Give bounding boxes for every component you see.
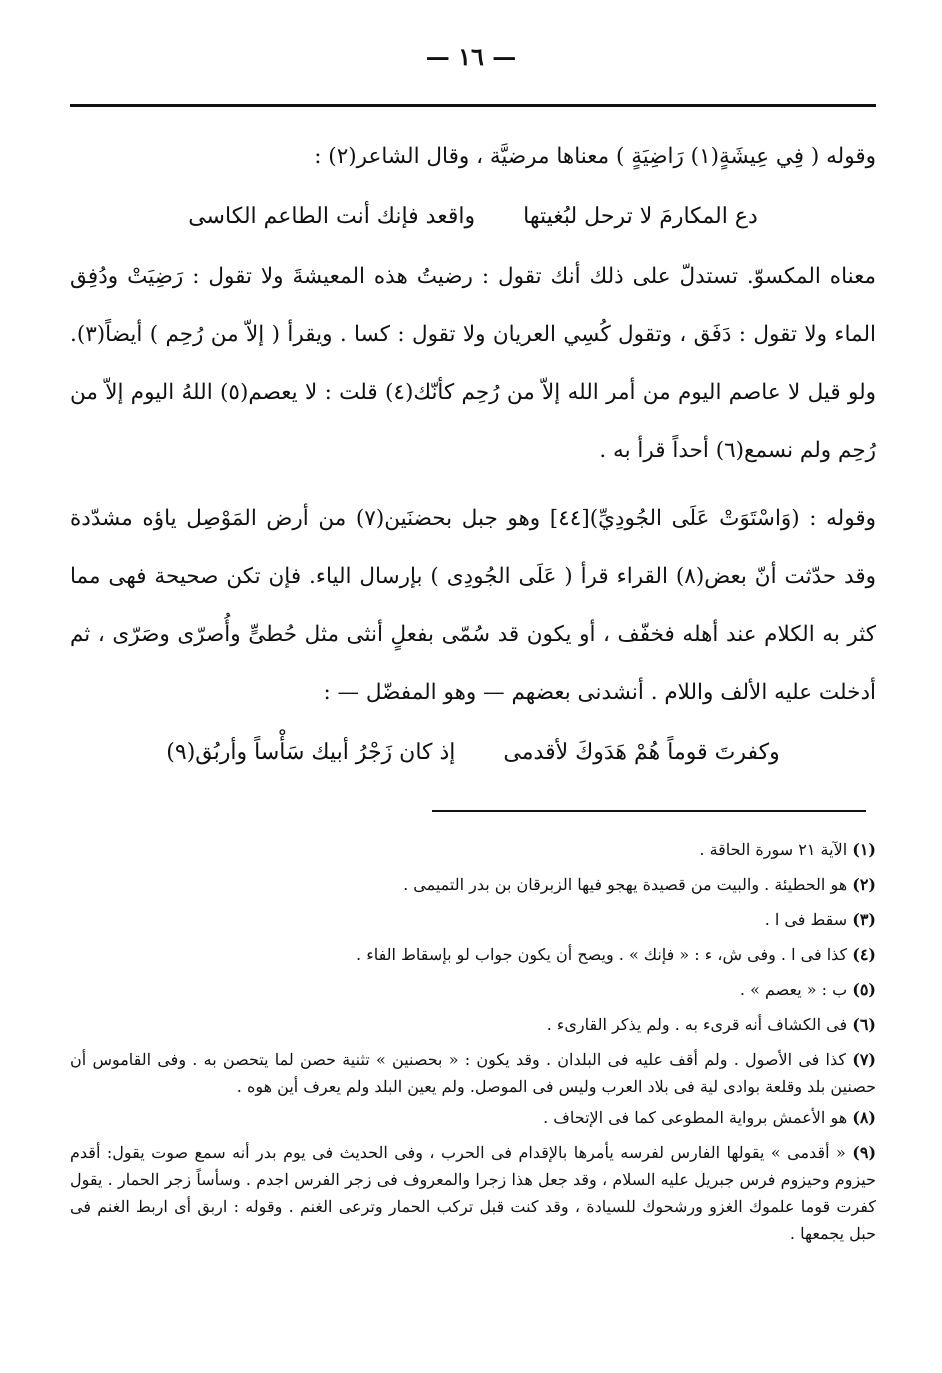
footnote-text: كذا فى الأصول . ولم أقف عليه فى البلدان . وقد يكون : « بحصنين » تثنية حصن لما يتحصن به . وفى القاموس أن حصنين بلد وقلعة بوادى لية فى بلاد العرب وليس فى الموصل. ولم يعين البلد ولم يعرف أين هوه . <box>70 1050 876 1096</box>
verse-2-first-hemistich: وكفرتَ قوماً هُمْ هَدَوكَ لأقدمى <box>503 740 780 765</box>
footnote <box>70 1104 876 1131</box>
footnote-number: (٢) <box>852 875 876 894</box>
footnote-text: الآية ٢١ سورة الحاقة . <box>699 840 848 859</box>
footnote-text: كذا فى ا . وفى ش، ء : « فإنك » . ويصح أن يكون جواب لو بإسقاط الفاء . <box>356 945 848 964</box>
footnote-text: هو الحطيئة . والبيت من قصيدة يهجو فيها الزبرقان بن بدر التميمى . <box>403 875 848 894</box>
verse-2 <box>70 722 876 784</box>
footnote <box>70 871 876 898</box>
footnote-text: سقط فى ا . <box>764 910 848 929</box>
verse-2-second-hemistich: إذ كان زَجْرُ أبيك سَأْساً وأربُق(٩) <box>166 740 456 765</box>
footnote <box>70 1011 876 1038</box>
footnote-text: ب : « يعصم » . <box>739 980 848 999</box>
footnote-number: (٩) <box>852 1143 877 1162</box>
footnote-number: (٨) <box>852 1108 876 1127</box>
footnote-text: هو الأعمش برواية المطوعى كما فى الإتحاف . <box>543 1108 848 1127</box>
footnote-number: (٣) <box>852 910 876 929</box>
verse-1-first-hemistich: دع المكارمَ لا ترحل لبُغيتها <box>523 204 758 229</box>
paragraph-1: وقوله ( فِي عِيشَةٍ(١) رَاضِيَةٍ ) معناها مرضيَّة ، وقال الشاعر(٢) : <box>314 144 876 169</box>
footnote-number: (٤) <box>852 945 876 964</box>
footnote <box>70 1139 876 1247</box>
verse-1 <box>70 186 876 248</box>
footnote-text: فى الكشاف أنه قرىء به . ولم يذكر القارىء . <box>546 1015 848 1034</box>
main-text <box>70 128 876 784</box>
footnote-number: (٦) <box>852 1015 876 1034</box>
footnote-number: (١) <box>852 840 876 859</box>
footnote <box>70 836 876 863</box>
verse-1-second-hemistich: واقعد فإنك أنت الطاعم الكاسى <box>188 204 476 229</box>
footnote <box>70 1046 876 1100</box>
page-number: — ١٦ — <box>425 42 517 71</box>
paragraph-3: وقوله : (وَاسْتَوَتْ عَلَى الجُودِيِّ)[٤٤] وهو جبل بحضنَين(٧) من أرض المَوْصِل ياؤه مشدّدة وقد حدّثت أنّ بعض(٨) القراء قرأ ( عَلَى الجُودِى ) بإرسال الياء. فإن تكن صحيحة فهى مما كثر به الكلام عند أهله فخفّف ، أو يكون قد سُمّى بفعلٍ أنثى مثل حُطىٍّ وأُصرّى وصَرّى ، ثم أدخلت عليه الألف واللام . أنشدنى بعضهم — وهو المفضّل — : <box>70 506 876 705</box>
footnote-number: (٥) <box>852 980 876 999</box>
footnote-text: « أقدمى » يقولها الفارس لفرسه يأمرها بالإقدام فى الحرب ، وفى الحديث فى يوم بدر أنه سمع صوت يقول: أقدم حيزوم وحيزوم فرس جبريل عليه السلام ، وقد جعل هذا زجرا والمعروف فى زجر الفرس اجدم . وسأساً زجر الحمار . يقول كفرت قوما علموك الغزو ورشحوك للسيادة ، وقد كنت قبل تركب الحمار وترعى الغنم . وقوله : اربق أى اربط الغنم فى حبل يجمعها . <box>70 1143 876 1243</box>
footnote-rule <box>432 810 866 812</box>
footnote <box>70 906 876 933</box>
header-rule <box>70 104 876 107</box>
footnote-number: (٧) <box>852 1050 876 1069</box>
paragraph-2: معناه المكسوّ. تستدلّ على ذلك أنك تقول : رضيتُ هذه المعيشةَ ولا تقول : رَضِيَتْ ودُفِق الماء ولا تقول : دَفَق ، وتقول كُسِي العريان ولا تقول : كسا . ويقرأ ( إلاّ من رُحِم ) أيضاً(٣). ولو قيل لا عاصم اليوم من أمر الله إلاّ من رُحِم كأنّك(٤) قلت : لا يعصم(٥) اللهُ اليوم إلاّ من رُحِم ولم نسمع(٦) أحداً قرأ به . <box>70 264 877 463</box>
footnote <box>70 976 876 1003</box>
footnotes <box>70 836 876 1251</box>
footnote <box>70 941 876 968</box>
